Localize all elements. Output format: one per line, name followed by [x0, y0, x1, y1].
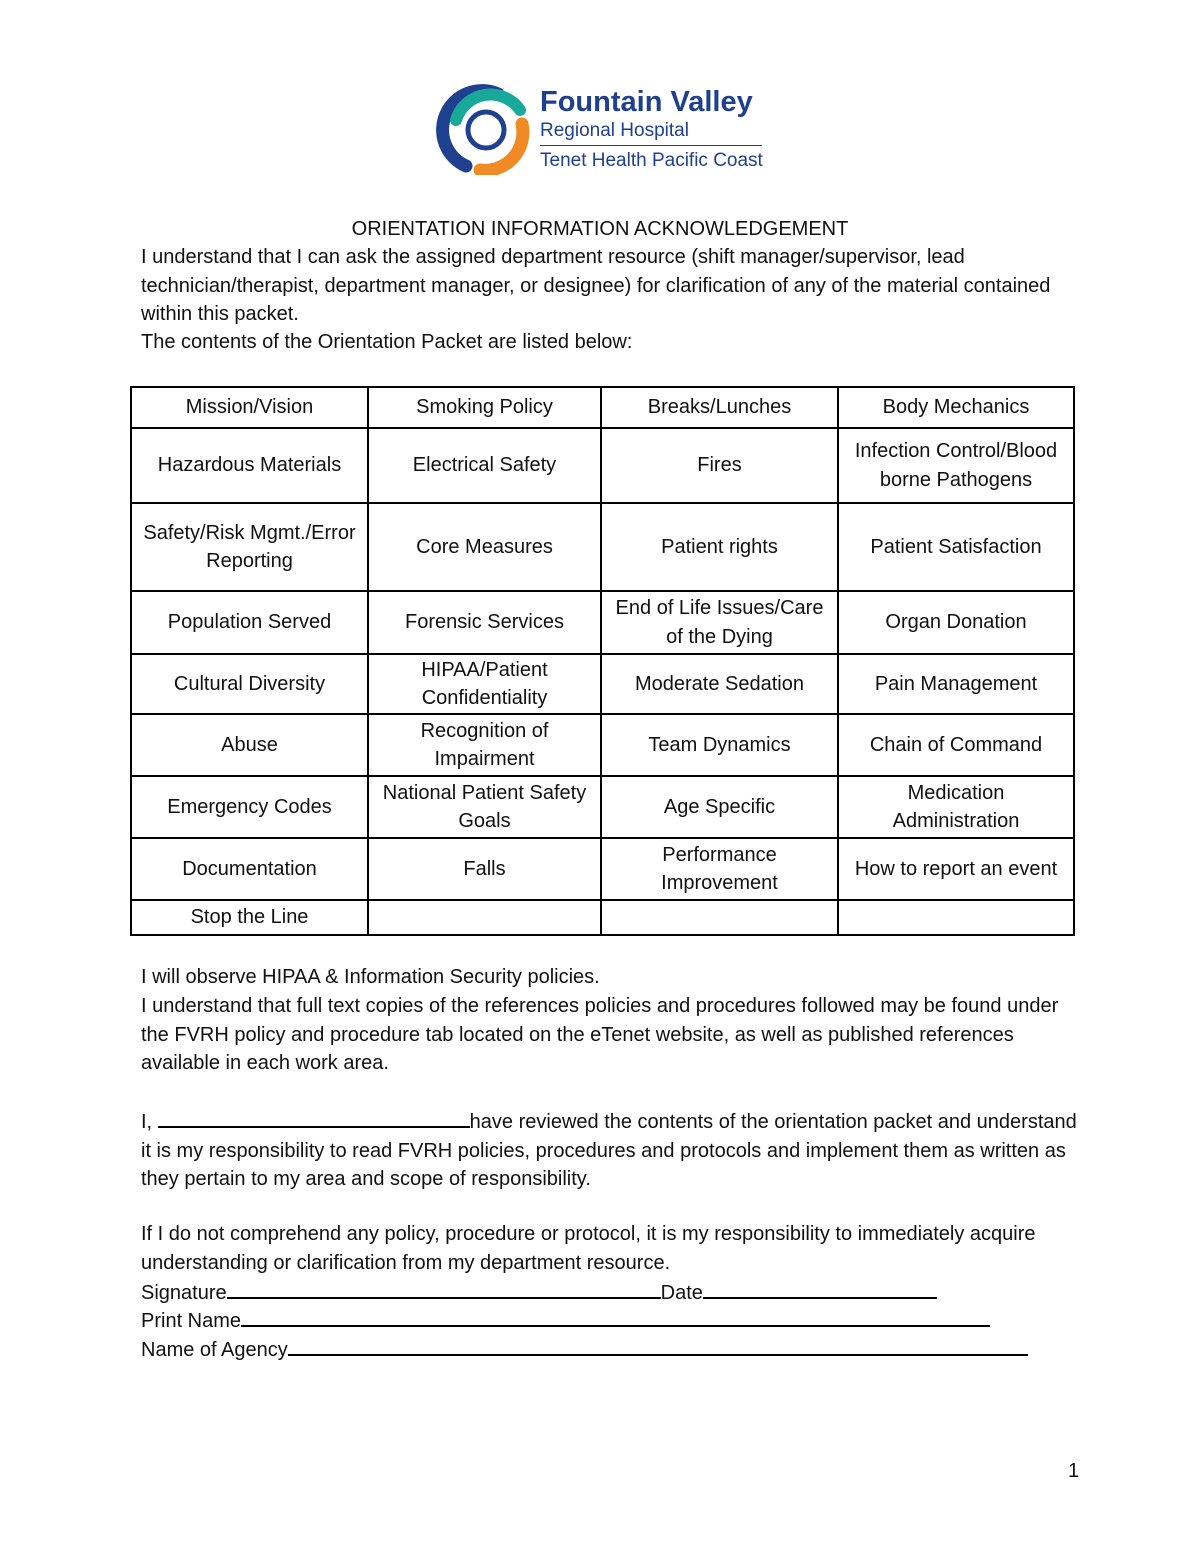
table-cell: Stop the Line	[131, 900, 368, 935]
table-cell: Falls	[368, 838, 601, 900]
date-field[interactable]	[703, 1277, 937, 1299]
table-cell: Organ Donation	[838, 591, 1074, 654]
agency-row	[141, 1334, 1028, 1365]
page-number: 1	[1068, 1460, 1080, 1482]
table-cell: Team Dynamics	[601, 714, 838, 776]
table-cell: Mission/Vision	[131, 387, 368, 428]
table-cell: Electrical Safety	[368, 428, 601, 503]
table-cell: Patient Satisfaction	[838, 503, 1074, 591]
table-cell: Chain of Command	[838, 714, 1074, 776]
logo-mark-icon	[436, 80, 532, 175]
table-cell: HIPAA/Patient Confidentiality	[368, 654, 601, 714]
table-cell: Population Served	[131, 591, 368, 654]
table-cell	[601, 900, 838, 935]
agency-field[interactable]	[288, 1334, 1028, 1356]
logo-divider	[540, 145, 762, 146]
signature-field[interactable]	[227, 1277, 661, 1299]
table-cell: Body Mechanics	[838, 387, 1074, 428]
table-row	[131, 776, 1074, 838]
table-cell: Emergency Codes	[131, 776, 368, 838]
table-cell: Fires	[601, 428, 838, 503]
comprehension-statement: If I do not comprehend any policy, procedure or protocol, it is my responsibility to immediately acquire understanding or clarification from my department resource.	[141, 1223, 1036, 1274]
table-cell	[838, 900, 1074, 935]
table-cell: Forensic Services	[368, 591, 601, 654]
table-cell: Age Specific	[601, 776, 838, 838]
review-text: have reviewed the contents of the orientation packet and understand it is my responsibility to read FVRH policies, procedures and protocols and implement them as written as they pertain to my area and scope of responsibility.	[141, 1111, 1077, 1190]
policies-statement: I understand that full text copies of the references policies and procedures followed may be found under the FVRH policy and procedure tab located on the eTenet website, as well as published references available in each work area.	[141, 995, 1059, 1074]
table-row	[131, 591, 1074, 654]
table-cell: Patient rights	[601, 503, 838, 591]
intro-paragraph: I understand that I can ask the assigned department resource (shift manager/supervisor, lead technician/therapist, department manager, or designee) for clarification of any of the material contained within this packet.	[141, 246, 1051, 325]
table-cell: Recognition of Impairment	[368, 714, 601, 776]
contents-lead: The contents of the Orientation Packet are listed below:	[141, 331, 633, 353]
agency-label: Name of Agency	[141, 1339, 288, 1361]
review-prefix: I,	[141, 1111, 158, 1133]
signature-row	[141, 1277, 937, 1308]
table-row	[131, 503, 1074, 591]
table-row	[131, 428, 1074, 503]
table-cell: Core Measures	[368, 503, 601, 591]
table-cell: Hazardous Materials	[131, 428, 368, 503]
table-cell: Breaks/Lunches	[601, 387, 838, 428]
signature-label: Signature	[141, 1282, 227, 1304]
name-blank-field[interactable]	[158, 1106, 470, 1128]
print-name-field[interactable]	[241, 1305, 990, 1327]
logo-network: Tenet Health Pacific Coast	[540, 150, 763, 171]
print-name-row	[141, 1305, 990, 1336]
table-cell	[368, 900, 601, 935]
review-statement	[141, 1106, 1081, 1194]
table-cell: Documentation	[131, 838, 368, 900]
table-row	[131, 387, 1074, 428]
table-cell: Smoking Policy	[368, 387, 601, 428]
table-row	[131, 838, 1074, 900]
logo-subtitle: Regional Hospital	[540, 120, 689, 141]
table-cell: Moderate Sedation	[601, 654, 838, 714]
table-cell: End of Life Issues/Care of the Dying	[601, 591, 838, 654]
table-cell: Abuse	[131, 714, 368, 776]
table-cell: How to report an event	[838, 838, 1074, 900]
date-label: Date	[660, 1282, 703, 1304]
hipaa-statement: I will observe HIPAA & Information Security policies.	[141, 966, 600, 988]
logo-hospital-name: Fountain Valley	[540, 86, 753, 118]
table-cell: Safety/Risk Mgmt./Error Reporting	[131, 503, 368, 591]
table-cell: Medication Administration	[838, 776, 1074, 838]
page-title: ORIENTATION INFORMATION ACKNOWLEDGEMENT	[351, 218, 849, 240]
print-name-label: Print Name	[141, 1310, 242, 1332]
table-cell: Cultural Diversity	[131, 654, 368, 714]
table-row	[131, 714, 1074, 776]
table-cell: National Patient Safety Goals	[368, 776, 601, 838]
table-cell: Pain Management	[838, 654, 1074, 714]
table-cell: Infection Control/Blood borne Pathogens	[838, 428, 1074, 503]
table-cell: Performance Improvement	[601, 838, 838, 900]
hospital-logo	[436, 80, 766, 175]
table-row	[131, 900, 1074, 935]
orientation-topics-table	[130, 386, 1075, 936]
table-row	[131, 654, 1074, 714]
